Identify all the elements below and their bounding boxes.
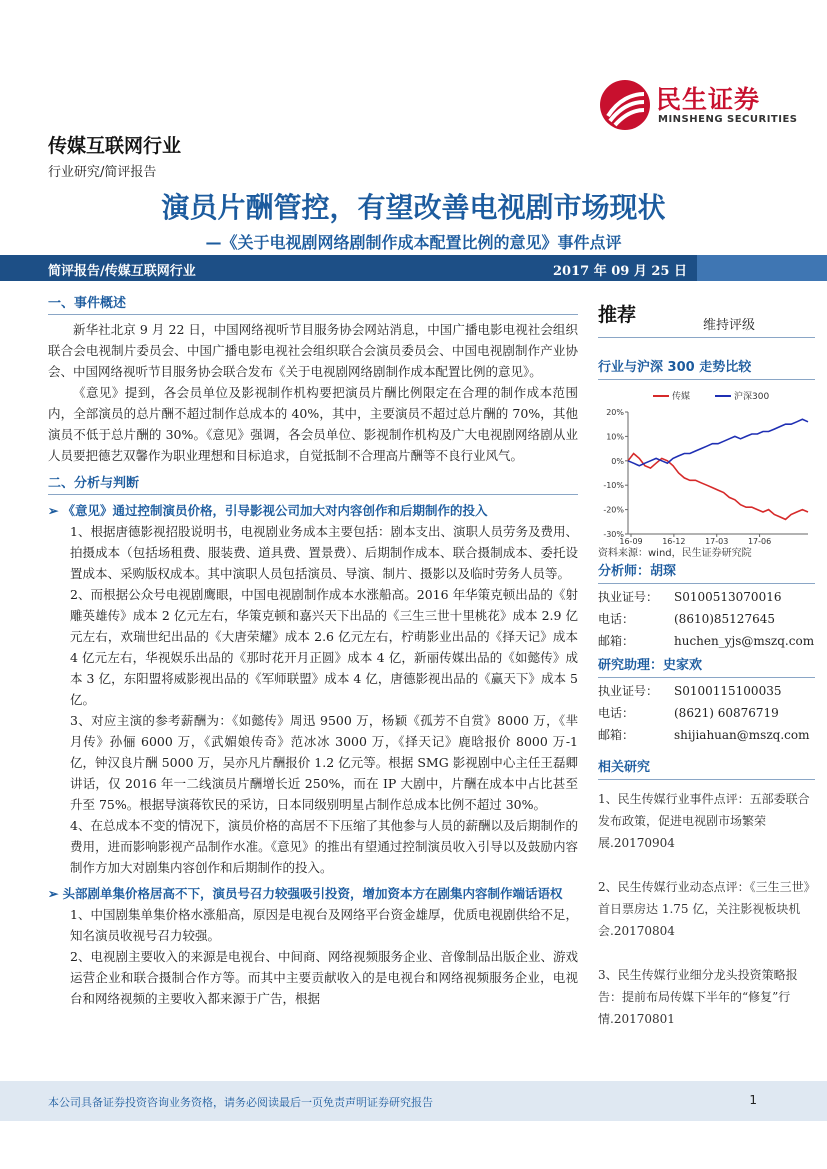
- point-1-body: [48, 521, 578, 878]
- list-item: 4、在总成本不变的情况下，演员价格的高居不下压缩了其他参与人员的薪酬以及后期制作的费用，进而影响影视产品制作水准。《意见》的推出有望通过控制演员收入引导以及鼓励内容制作方加大对剧集内容创作和后期制作的投入。: [70, 818, 578, 875]
- point-2-body: [48, 904, 578, 1009]
- point-1-heading-text: 《意见》通过控制演员价格，引导影视公司加大对内容创作和后期制作的投入: [62, 503, 488, 518]
- email-link[interactable]: shijiahuan@mszq.com: [674, 728, 810, 742]
- list-item: 2、电视剧主要收入的来源是电视台、中间商、网络视频服务企业、音像制品出版企业、游戏运营企业和联合摄制合作方等。而其中主要贡献收入的是电视台和网络视频服务企业，电视台和网络视频的主要收入都来源于广告，根据: [70, 949, 578, 1006]
- logo-mark-icon: [600, 80, 650, 130]
- point-2-heading: [48, 884, 578, 904]
- arrow-bullet-icon: ➢: [48, 886, 59, 901]
- field-label: 邮箱：: [598, 634, 635, 648]
- email-link[interactable]: huchen_yjs@mszq.com: [674, 634, 815, 648]
- side-divider: [598, 779, 815, 780]
- brand-name-en: MINSHENG SECURITIES: [658, 114, 798, 125]
- chart-title: 行业与沪深 300 走势比较: [598, 360, 752, 375]
- trend-chart: [598, 384, 815, 544]
- y-tick-label: 20%: [606, 408, 624, 417]
- section-2-title: 二、分析与判断: [48, 476, 140, 491]
- field-value: (8621) 60876719: [674, 706, 779, 720]
- paragraph: 新华社北京 9 月 22 日，中国网络视听节目服务协会网站消息，中国广播电影电视社会组织联合会电视制片委员会、中国广播电影电视社会组织联合会演员委员会、中国电视剧制作产业协会、中国网络视听节目服务协会联合发布《关于电视剧网络剧制作成本配置比例的意见》。: [48, 322, 578, 379]
- header-bar-accent: [697, 255, 827, 281]
- side-divider: [598, 337, 815, 338]
- footer-disclaimer: 本公司具备证券投资咨询业务资格，请务必阅读最后一页免责声明证券研究报告: [48, 1096, 433, 1109]
- chart-block: [598, 356, 815, 559]
- assistant-license: [598, 680, 815, 702]
- main-column: [48, 292, 578, 1009]
- related-item[interactable]: 1、民生传媒行业事件点评：五部委联合发布政策，促进电视剧市场繁荣展.20170904: [598, 792, 810, 850]
- related-item[interactable]: 3、民生传媒行业细分龙头投资策略报告：提前布局传媒下半年的“修复”行情.20170801: [598, 968, 798, 1026]
- x-tick-label: 16-12: [662, 537, 686, 544]
- field-label: 执业证号：: [598, 590, 659, 604]
- report-date: 2017 年 09 月 25 日: [553, 264, 687, 279]
- legend-label: 传媒: [672, 392, 691, 402]
- list-item: 1、中国剧集单集价格水涨船高，原因是电视台及网络平台资金雄厚，优质电视剧供给不足，知名演员收视号召力较强。: [70, 907, 578, 943]
- point-1-heading: [48, 501, 578, 521]
- rating-note: 维持评级: [703, 318, 756, 333]
- analyst-title: 分析师：胡琛: [598, 564, 677, 579]
- series-line-hs300: [628, 419, 808, 465]
- paragraph: 《意见》提到，各会员单位及影视制作机构要把演员片酬比例限定在合理的制作成本范围内，全部演员的总片酬不超过制作总成本的 40%，其中，主要演员不超过总片酬的 70%，其他演员不低于总片酬的 30%。《意见》强调，各会员单位、影视制作机构及广大电视剧网络剧从业人员要把德艺双馨作为职业理想和目标追求，自觉抵制不合理高片酬等不良行业风气。: [48, 385, 578, 463]
- header-bar-type: 简评报告/传媒互联网行业: [48, 264, 196, 279]
- x-tick-label: 17-03: [705, 537, 729, 544]
- field-label: 电话：: [598, 706, 635, 720]
- industry-label: 传媒互联网行业: [48, 135, 182, 157]
- point-2-heading-text: 头部剧单集价格居高不下，演员号召力较强吸引投资，增加资本方在剧集内容制作端话语权: [62, 886, 563, 901]
- rating: 推荐: [598, 304, 637, 326]
- footer: [0, 1081, 827, 1121]
- assistant-phone: [598, 702, 815, 724]
- y-tick-label: 0%: [611, 456, 624, 466]
- brand-logo: [600, 80, 800, 132]
- list-item: 2、而根据公众号电视剧鹰眼，中国电视剧制作成本水涨船高。2016 年华策克顿出品的《射雕英雄传》成本 2 亿元左右，华策克顿和嘉兴天下出品的《三生三世十里桃花》成本 2.9 亿元左右，欢瑞世纪出品的《大唐荣耀》成本 2.6 亿元左右，柠萌影业出品的《择天记》成本 4 亿元左右，华视娱乐出品的《那时花开月正圆》成本 4 亿，新丽传媒出品的《如懿传》成本 3 亿，东阳盟将威影视出品的《军师联盟》成本 4 亿，唐德影视出品的《赢天下》成本 5 亿。: [70, 587, 578, 707]
- rating-box: [598, 300, 815, 338]
- assistant-email: [598, 724, 815, 746]
- analyst-email: [598, 630, 815, 652]
- analyst-phone: [598, 608, 815, 630]
- legend-label: 沪深300: [734, 392, 770, 402]
- report-subtitle: —《关于电视剧网络剧制作成本配置比例的意见》事件点评: [205, 233, 622, 252]
- brand-name-cn: 民生证券: [656, 85, 761, 114]
- field-value: S0100115100035: [674, 684, 782, 698]
- list-item: 1、根据唐德影视招股说明书，电视剧业务成本主要包括：剧本支出、演职人员劳务及费用、拍摄成本（包括场租费、服装费、道具费、置景费）、后期制作成本、联合摄制成本、委托设置成本、采购版权成本。其中演职人员包括演员、导演、制片、摄影以及临时劳务人员等。: [70, 524, 578, 581]
- field-value: (8610)85127645: [674, 612, 775, 626]
- section-1-title: 一、事件概述: [48, 296, 127, 311]
- series-line-media: [628, 454, 808, 520]
- field-label: 电话：: [598, 612, 635, 626]
- related-title: 相关研究: [598, 760, 651, 775]
- y-tick-label: -20%: [603, 505, 624, 515]
- x-tick-label: 16-09: [619, 537, 643, 544]
- field-label: 邮箱：: [598, 728, 635, 742]
- y-tick-label: -10%: [603, 481, 624, 491]
- y-tick-label: 10%: [606, 432, 624, 442]
- y-tick-label: -30%: [603, 530, 624, 539]
- field-label: 执业证号：: [598, 684, 659, 698]
- report-category: 行业研究/简评报告: [48, 165, 157, 180]
- analyst-block: [598, 560, 815, 1030]
- report-title: 演员片酬管控，有望改善电视剧市场现状: [161, 191, 666, 224]
- side-divider: [598, 379, 815, 380]
- assistant-title: 研究助理：史家欢: [598, 658, 703, 673]
- side-divider: [598, 583, 815, 584]
- analyst-license: [598, 586, 815, 608]
- header-bar: [0, 255, 827, 281]
- page-number: 1: [749, 1093, 757, 1107]
- related-item[interactable]: 2、民生传媒行业动态点评：《三生三世》首日票房达 1.75 亿，关注影视板块机会.20170804: [598, 880, 810, 938]
- list-item: 3、对应主演的参考薪酬为：《如懿传》周迅 9500 万，杨颖《孤芳不自赏》8000 万，《芈月传》孙俪 6000 万，《武媚娘传奇》范冰冰 3000 万，《择天记》鹿晗报价 8000 万-1 亿，钟汉良片酬 5000 万，吴亦凡片酬报价 1.2 亿元等。根据 SMG 影视剧中心主任王磊卿讲话，仅 2016 年一二线演员片酬增长近 250%，而在 IP 大剧中，片酬在成本中占比甚至升至 75%。根据导演蒋钦民的采访，日本同级别明星占制作总成本比例不超过 30%。: [70, 713, 578, 812]
- section-divider: [48, 314, 578, 315]
- arrow-bullet-icon: ➢: [48, 503, 59, 518]
- x-tick-label: 17-06: [747, 537, 772, 544]
- section-divider: [48, 494, 578, 495]
- side-divider: [598, 677, 815, 678]
- chart-source: 资料来源：wind，民生证券研究院: [598, 548, 752, 559]
- field-value: S0100513070016: [674, 590, 782, 604]
